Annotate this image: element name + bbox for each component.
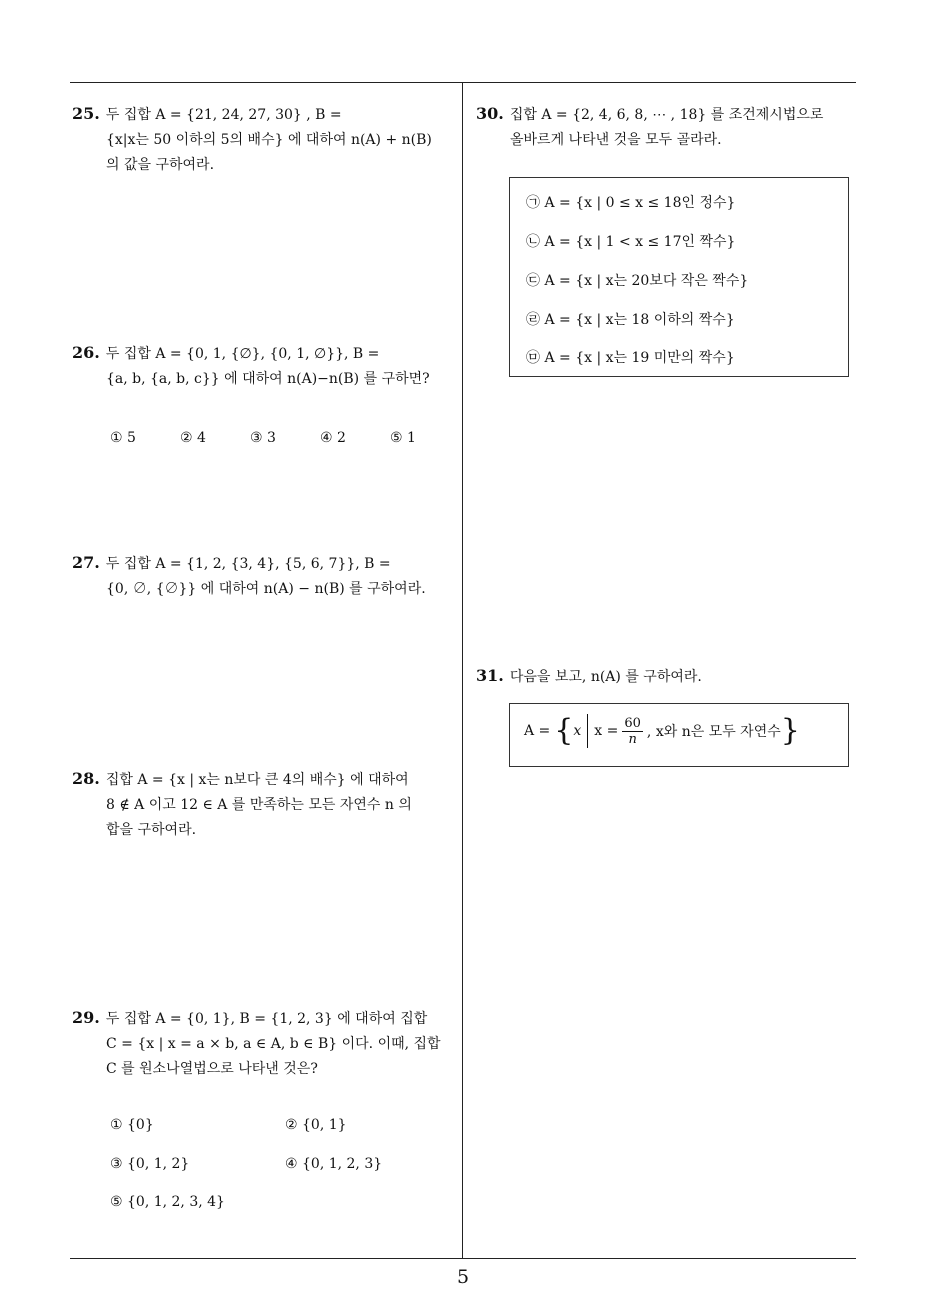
option-e: ㉤ A = {x | x는 19 미만의 짝수} [526,350,735,366]
choice-4[interactable]: ④ {0, 1, 2, 3} [285,1156,383,1172]
question-line: 두 집합 A = {0, 1}, B = {1, 2, 3} 에 대하여 집합 [105,1011,428,1027]
question-29 [72,1005,456,1082]
question-number: 30. [476,104,504,123]
question-line: 8 ∉ A 이고 12 ∈ A 를 만족하는 모든 자연수 n 의 [106,797,412,813]
question-line: 집합 A = {x | x는 n보다 큰 4의 배수} 에 대하여 [105,772,409,788]
question-number: 25. [72,104,100,123]
choice-5[interactable]: ⑤ 1 [390,430,416,446]
choice-3[interactable]: ③ 3 [250,430,276,446]
question-line: {x|x는 50 이하의 5의 배수} 에 대하여 n(A) + n(B) [106,132,432,148]
question-line: 두 집합 A = {0, 1, {∅}, {0, 1, ∅}}, B = [105,346,380,362]
choice-4[interactable]: ④ 2 [320,430,346,446]
formula-var: x [573,723,582,739]
question-line: {0, ∅, {∅}} 에 대하여 n(A) − n(B) 를 구하여라. [106,581,426,597]
formula-rest: , x와 n은 모두 자연수 [646,724,781,740]
question-line: 두 집합 A = {21, 24, 27, 30} , B = [105,107,342,123]
question-line: 올바르게 나타낸 것을 모두 골라라. [510,132,722,148]
question-line: {a, b, {a, b, c}} 에 대하여 n(A)−n(B) 를 구하면? [106,371,430,387]
open-brace: { [554,713,574,748]
denominator: n [628,731,637,747]
choice-1[interactable]: ① 5 [110,430,136,446]
question-26 [72,340,456,392]
question-number: 28. [72,769,100,788]
bottom-rule [70,1258,856,1259]
choice-5[interactable]: ⑤ {0, 1, 2, 3, 4} [110,1194,225,1210]
question-28 [72,766,456,843]
question-line: 다음을 보고, n(A) 를 구하여라. [509,669,702,685]
question-number: 31. [476,666,504,685]
option-b: ㉡ A = {x | 1 < x ≤ 17인 짝수} [526,234,736,250]
fraction [622,716,643,747]
question-line: 의 값을 구하여라. [106,157,215,173]
question-number: 29. [72,1008,100,1027]
question-31 [476,663,860,690]
question-number: 26. [72,343,100,362]
question-line: C = {x | x = a × b, a ∈ A, b ∈ B} 이다. 이때, 집합 [106,1036,441,1052]
set-formula [524,714,800,748]
choice-3[interactable]: ③ {0, 1, 2} [110,1156,190,1172]
choices-26 [110,430,460,446]
option-d: ㉣ A = {x | x는 18 이하의 짝수} [526,312,735,328]
formula-eq: x = [594,723,619,739]
question-30 [476,101,860,153]
question-line: 집합 A = {2, 4, 6, 8, ⋯ , 18} 를 조건제시법으로 [509,107,824,123]
formula-box-31 [509,703,849,767]
choice-2[interactable]: ② 4 [180,430,206,446]
formula-lhs: A = [524,723,551,739]
question-25 [72,101,456,178]
question-line: 두 집합 A = {1, 2, {3, 4}, {5, 6, 7}}, B = [105,556,391,572]
question-line: 합을 구하여라. [106,822,197,838]
option-c: ㉢ A = {x | x는 20보다 작은 짝수} [526,273,749,289]
question-line: C 를 원소나열법으로 나타낸 것은? [106,1061,318,1077]
options-box-30 [509,177,849,377]
page-number: 5 [456,1266,470,1288]
choice-2[interactable]: ② {0, 1} [285,1117,347,1133]
numerator: 60 [624,715,641,731]
set-builder-bar [587,714,588,748]
question-number: 27. [72,553,100,572]
choice-1[interactable]: ① {0} [110,1117,154,1133]
close-brace: } [780,713,800,748]
question-27 [72,550,456,602]
column-divider [462,82,463,1258]
top-rule [70,82,856,83]
option-a: ㉠ A = {x | 0 ≤ x ≤ 18인 정수} [526,195,736,211]
